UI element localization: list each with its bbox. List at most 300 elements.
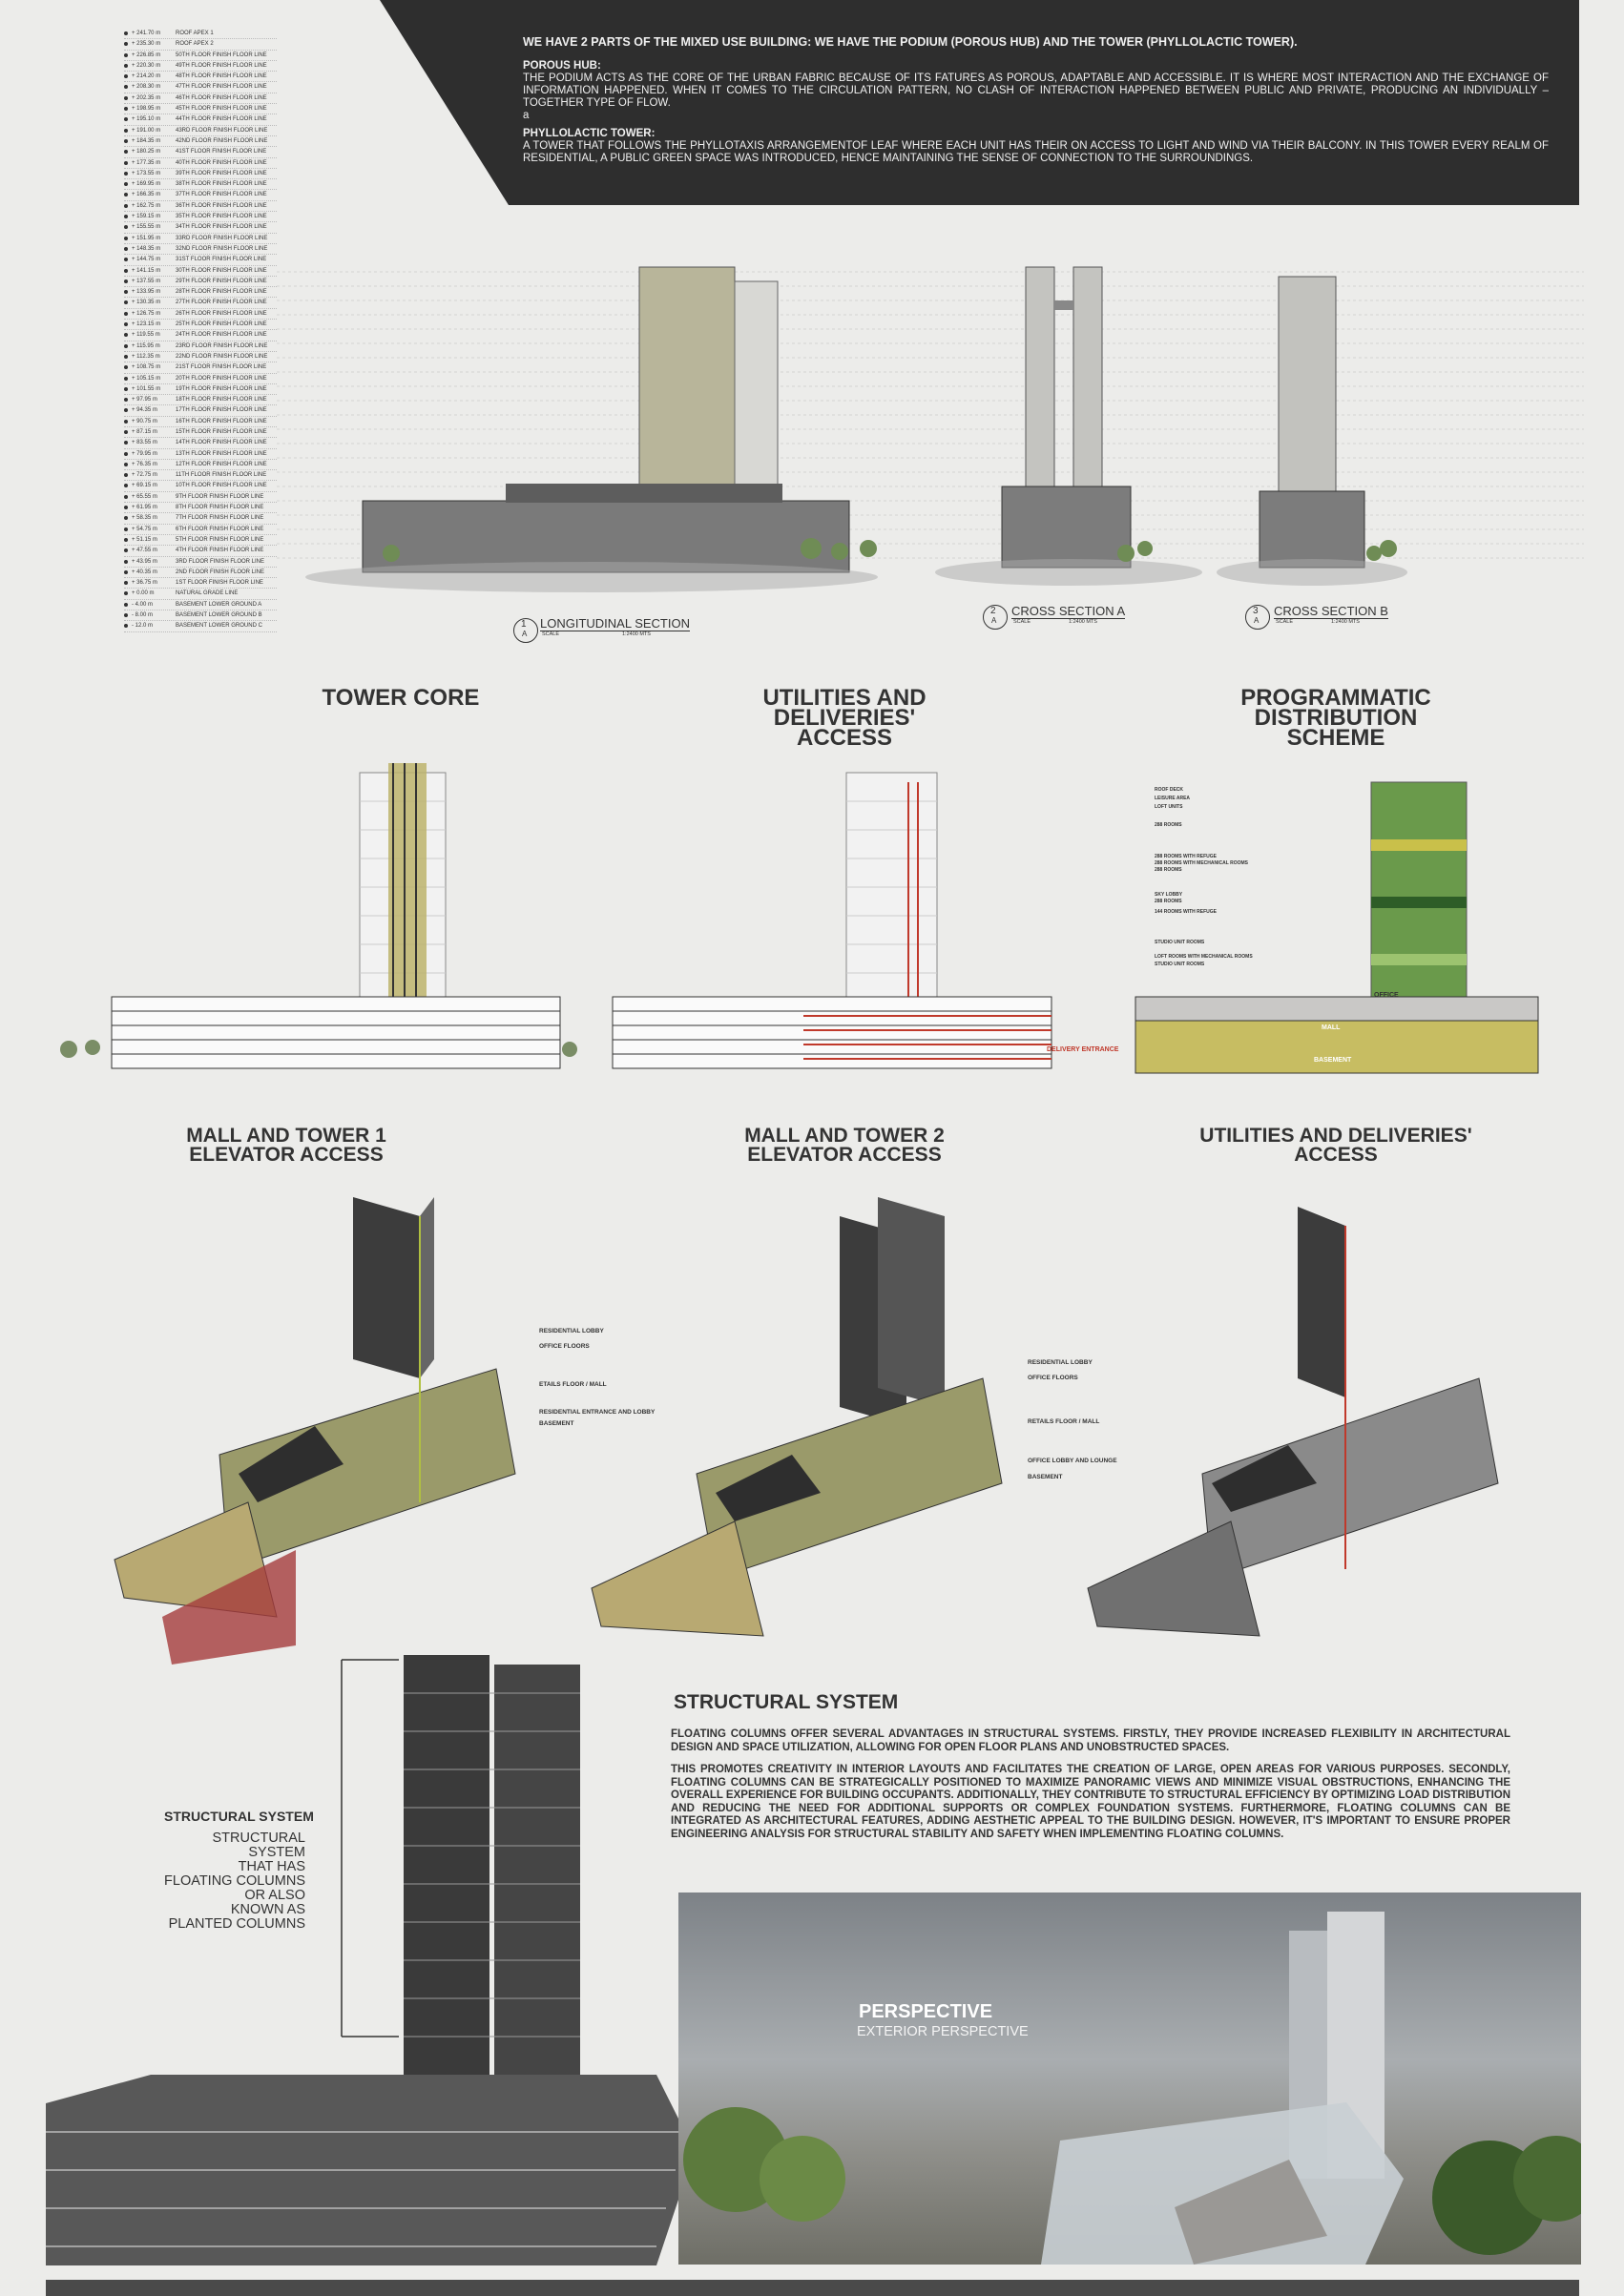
- level-elevation: + 76.35 m: [132, 461, 157, 467]
- level-elevation: + 133.95 m: [132, 289, 161, 296]
- level-dot-icon: [124, 570, 128, 574]
- level-row: [124, 126, 277, 136]
- level-name: 13TH FLOOR FINISH FLOOR LINE: [176, 450, 267, 457]
- level-name: 9TH FLOOR FINISH FLOOR LINE: [176, 493, 264, 500]
- level-dot-icon: [124, 495, 128, 499]
- level-dot-icon: [124, 613, 128, 617]
- section-2-scale-value: 1:2400 MTS: [1069, 619, 1097, 625]
- level-dot-icon: [124, 247, 128, 251]
- level-name: 29TH FLOOR FINISH FLOOR LINE: [176, 278, 267, 284]
- level-dot-icon: [124, 193, 128, 197]
- level-row: [124, 212, 277, 222]
- level-row: [124, 535, 277, 546]
- level-row: [124, 136, 277, 147]
- programmatic-heading-3: SCHEME: [1286, 725, 1385, 751]
- level-dot-icon: [124, 150, 128, 154]
- level-row: [124, 621, 277, 631]
- level-row: [124, 277, 277, 287]
- tower-text: A TOWER THAT FOLLOWS THE PHYLLOTAXIS ARRANGEMENTOF LEAF WHERE EACH UNIT HAS THEIR ON ACCESS TO LIGHT AND WIND VIA THEIR BALCONY. IN THIS TOWER EVERY REALM OF RESIDENTIAL, A PUBLIC GREEN SPACE WAS INTRODUCED, HENCE MAINTAINING THE SENSE OF CONNECTION TO THE SURROUNDINGS.: [523, 140, 1549, 164]
- level-row: [124, 578, 277, 589]
- level-elevation: + 0.00 m: [132, 590, 155, 597]
- level-name: 10TH FLOOR FINISH FLOOR LINE: [176, 483, 267, 489]
- level-row: [124, 114, 277, 125]
- level-name: 37TH FLOOR FINISH FLOOR LINE: [176, 192, 267, 198]
- level-elevation: + 47.55 m: [132, 548, 157, 554]
- level-name: 34TH FLOOR FINISH FLOOR LINE: [176, 224, 267, 231]
- level-elevation: + 144.75 m: [132, 257, 161, 263]
- level-dot-icon: [124, 548, 128, 552]
- level-name: 43RD FLOOR FINISH FLOOR LINE: [176, 127, 268, 134]
- level-name: 42ND FLOOR FINISH FLOOR LINE: [176, 137, 268, 144]
- level-dot-icon: [124, 53, 128, 57]
- prog-label: 288 ROOMS WITH MECHANICAL ROOMS: [1155, 860, 1248, 866]
- level-name: 1ST FLOOR FINISH FLOOR LINE: [176, 580, 263, 587]
- section-3-scale-value: 1:2400 MTS: [1331, 619, 1360, 625]
- level-dot-icon: [124, 300, 128, 304]
- section-2-scale-label: SCALE: [1013, 619, 1031, 625]
- level-dot-icon: [124, 139, 128, 143]
- level-elevation: + 94.35 m: [132, 407, 157, 414]
- section-3-number: 3: [1253, 606, 1259, 616]
- level-name: 7TH FLOOR FINISH FLOOR LINE: [176, 515, 264, 522]
- level-elevation: + 54.75 m: [132, 526, 157, 532]
- level-name: 15TH FLOOR FINISH FLOOR LINE: [176, 428, 267, 435]
- elevator-t2-heading-2: ELEVATOR ACCESS: [747, 1144, 942, 1166]
- section-3-sub: A: [1254, 616, 1260, 625]
- level-row: [124, 82, 277, 93]
- level-dot-icon: [124, 322, 128, 326]
- structural-side-text: [164, 1831, 305, 1932]
- level-row: [124, 427, 277, 438]
- level-name: ROOF APEX 1: [176, 31, 214, 36]
- level-name: 39TH FLOOR FINISH FLOOR LINE: [176, 170, 267, 176]
- level-elevation: + 241.70 m: [132, 31, 161, 36]
- level-row: [124, 234, 277, 244]
- utilities-heading-3: ACCESS: [796, 725, 893, 751]
- prog-label: 144 ROOMS WITH REFUGE: [1155, 909, 1218, 915]
- tower-heading: PHYLLOLACTIC TOWER:: [523, 128, 656, 139]
- level-elevation: - 8.00 m: [132, 612, 154, 619]
- level-dot-icon: [124, 603, 128, 607]
- level-row: [124, 320, 277, 330]
- level-dot-icon: [124, 279, 128, 283]
- level-row: [124, 449, 277, 460]
- level-name: 16TH FLOOR FINISH FLOOR LINE: [176, 418, 267, 424]
- level-name: 46TH FLOOR FINISH FLOOR LINE: [176, 94, 267, 101]
- side-line-2: THAT HAS: [238, 1859, 305, 1874]
- level-name: 12TH FLOOR FINISH FLOOR LINE: [176, 461, 267, 467]
- level-row: [124, 374, 277, 384]
- level-elevation: + 43.95 m: [132, 558, 157, 565]
- intro-lead: WE HAVE 2 PARTS OF THE MIXED USE BUILDING: WE HAVE THE PODIUM (POROUS HUB) AND THE TOWER (PHYLLOLACTIC TOWER).: [523, 35, 1298, 49]
- level-elevation: + 65.55 m: [132, 493, 157, 500]
- level-row: [124, 460, 277, 470]
- stray-char: a: [523, 110, 530, 121]
- level-elevation: + 235.30 m: [132, 41, 161, 48]
- level-elevation: + 169.95 m: [132, 181, 161, 188]
- level-dot-icon: [124, 591, 128, 595]
- level-elevation: + 214.20 m: [132, 73, 161, 80]
- level-elevation: + 119.55 m: [132, 332, 160, 339]
- level-row: [124, 179, 277, 190]
- level-dot-icon: [124, 96, 128, 100]
- prog-label: LEISURE AREA: [1155, 796, 1191, 801]
- perspective-subtitle: EXTERIOR PERSPECTIVE: [857, 2024, 1029, 2039]
- level-row: [124, 298, 277, 308]
- level-elevation: + 130.35 m: [132, 300, 161, 306]
- level-name: 48TH FLOOR FINISH FLOOR LINE: [176, 73, 267, 80]
- level-dot-icon: [124, 377, 128, 381]
- side-line-3: FLOATING COLUMNS: [164, 1873, 305, 1889]
- axo-tower2: [592, 1197, 1002, 1636]
- intro-text-block: [523, 36, 1549, 165]
- level-name: 32ND FLOOR FINISH FLOOR LINE: [176, 245, 268, 252]
- level-elevation: + 202.35 m: [132, 94, 161, 101]
- delivery-entrance-label: DELIVERY ENTRANCE: [1047, 1046, 1119, 1053]
- section-1-sub: A: [522, 630, 528, 638]
- prog-label: SKY LOBBY: [1155, 892, 1183, 898]
- utilities-diagram: [613, 773, 1051, 1068]
- level-row: [124, 568, 277, 578]
- utilities-heading-1: UTILITIES AND: [762, 685, 927, 711]
- level-name: 36TH FLOOR FINISH FLOOR LINE: [176, 202, 267, 209]
- level-elevation: + 40.35 m: [132, 569, 157, 575]
- prog-basement-label: BASEMENT: [1314, 1057, 1352, 1064]
- level-elevation: + 101.55 m: [132, 385, 161, 392]
- level-dot-icon: [124, 129, 128, 133]
- prog-label: 288 ROOMS: [1155, 822, 1182, 828]
- level-dot-icon: [124, 365, 128, 369]
- level-row: [124, 93, 277, 104]
- level-elevation: + 90.75 m: [132, 418, 157, 424]
- level-row: [124, 39, 277, 50]
- perspective-title: PERSPECTIVE: [859, 2001, 993, 2022]
- level-dot-icon: [124, 74, 128, 78]
- prog-label: STUDIO UNIT ROOMS: [1155, 962, 1205, 967]
- level-row: [124, 525, 277, 535]
- level-elevation: + 166.35 m: [132, 192, 161, 198]
- structural-body: [671, 1728, 1510, 1851]
- level-elevation: + 184.35 m: [132, 137, 161, 144]
- level-row: [124, 352, 277, 362]
- level-elevation: + 191.00 m: [132, 127, 161, 134]
- level-elevation: + 87.15 m: [132, 428, 157, 435]
- level-elevation: + 126.75 m: [132, 310, 161, 317]
- utilities-axo-heading-1: UTILITIES AND DELIVERIES': [1199, 1125, 1472, 1147]
- level-row: [124, 610, 277, 621]
- level-elevation: + 137.55 m: [132, 278, 161, 284]
- t1-label-1: OFFICE FLOORS: [539, 1343, 590, 1350]
- level-elevation: + 97.95 m: [132, 397, 157, 403]
- level-name: 40TH FLOOR FINISH FLOOR LINE: [176, 159, 267, 166]
- level-elevation: + 79.95 m: [132, 450, 157, 457]
- level-dot-icon: [124, 463, 128, 466]
- level-elevation: + 69.15 m: [132, 483, 157, 489]
- elevator-t1-heading-1: MALL AND TOWER 1: [186, 1125, 386, 1147]
- level-dot-icon: [124, 473, 128, 477]
- level-name: 31ST FLOOR FINISH FLOOR LINE: [176, 257, 267, 263]
- structural-model-drawing: [46, 1655, 695, 2280]
- level-name: 38TH FLOOR FINISH FLOOR LINE: [176, 181, 267, 188]
- level-elevation: - 4.00 m: [132, 601, 154, 608]
- level-dot-icon: [124, 172, 128, 176]
- level-name: 25TH FLOOR FINISH FLOOR LINE: [176, 321, 267, 328]
- level-dot-icon: [124, 420, 128, 424]
- elevator-t2-heading-1: MALL AND TOWER 2: [744, 1125, 945, 1147]
- tower-core-diagram: [60, 763, 577, 1068]
- level-elevation: + 105.15 m: [132, 375, 161, 382]
- level-elevation: + 208.30 m: [132, 84, 161, 91]
- level-elevation: + 220.30 m: [132, 62, 161, 69]
- level-name: 23RD FLOOR FINISH FLOOR LINE: [176, 342, 268, 349]
- level-name: 41ST FLOOR FINISH FLOOR LINE: [176, 149, 267, 155]
- level-elevation: - 12.0 m: [132, 623, 154, 630]
- level-elevation: + 162.75 m: [132, 202, 161, 209]
- row2-axonometric-diagrams: [105, 1188, 1517, 1665]
- building-sections-drawing: [277, 262, 1584, 644]
- t2-label-2: RETAILS FLOOR / MALL: [1028, 1418, 1100, 1425]
- level-name: BASEMENT LOWER GROUND A: [176, 601, 262, 608]
- level-row: [124, 384, 277, 395]
- level-row: [124, 201, 277, 212]
- level-row: [124, 546, 277, 556]
- utilities-axo-heading-2: ACCESS: [1294, 1144, 1378, 1166]
- level-row: [124, 158, 277, 169]
- level-name: 45TH FLOOR FINISH FLOOR LINE: [176, 106, 267, 113]
- section-1-scale-label: SCALE: [542, 631, 560, 637]
- level-row: [124, 470, 277, 481]
- prog-label: STUDIO UNIT ROOMS: [1155, 940, 1205, 945]
- level-elevation: + 180.25 m: [132, 149, 161, 155]
- section-1-title: LONGITUDINAL SECTION: [540, 616, 690, 631]
- level-name: 19TH FLOOR FINISH FLOOR LINE: [176, 385, 267, 392]
- prog-mall-label: MALL: [1322, 1024, 1341, 1031]
- level-dot-icon: [124, 506, 128, 509]
- level-row: [124, 72, 277, 82]
- level-name: 26TH FLOOR FINISH FLOOR LINE: [176, 310, 267, 317]
- prog-label: 288 ROOMS: [1155, 899, 1182, 904]
- level-row: [124, 600, 277, 610]
- level-row: [124, 147, 277, 157]
- prog-label: 288 ROOMS WITH REFUGE: [1155, 854, 1218, 859]
- level-dot-icon: [124, 516, 128, 520]
- level-row: [124, 492, 277, 503]
- level-elevation: + 123.15 m: [132, 321, 161, 328]
- level-elevation: + 151.95 m: [132, 235, 161, 241]
- row1-diagrams: [50, 763, 1586, 1078]
- level-row: [124, 438, 277, 448]
- level-dot-icon: [124, 64, 128, 68]
- level-dot-icon: [124, 398, 128, 402]
- level-elevation: + 61.95 m: [132, 505, 157, 511]
- level-name: BASEMENT LOWER GROUND C: [176, 623, 262, 630]
- level-row: [124, 244, 277, 255]
- level-elevation: + 198.95 m: [132, 106, 161, 113]
- level-row: [124, 222, 277, 233]
- level-row: [124, 51, 277, 61]
- level-elevation: + 58.35 m: [132, 515, 157, 522]
- level-name: 24TH FLOOR FINISH FLOOR LINE: [176, 332, 267, 339]
- level-name: 14TH FLOOR FINISH FLOOR LINE: [176, 440, 267, 446]
- programmatic-heading-2: DISTRIBUTION: [1254, 705, 1418, 731]
- level-row: [124, 266, 277, 277]
- level-name: 22ND FLOOR FINISH FLOOR LINE: [176, 353, 268, 360]
- side-line-6: PLANTED COLUMNS: [168, 1916, 305, 1932]
- level-name: BASEMENT LOWER GROUND B: [176, 612, 262, 619]
- side-line-5: KNOWN AS: [230, 1902, 305, 1917]
- level-elevation: + 226.85 m: [132, 52, 161, 58]
- t2-label-1: OFFICE FLOORS: [1028, 1375, 1078, 1381]
- prog-label: 288 ROOMS: [1155, 867, 1182, 873]
- level-dot-icon: [124, 538, 128, 542]
- level-name: 27TH FLOOR FINISH FLOOR LINE: [176, 300, 267, 306]
- level-elevation: + 155.55 m: [132, 224, 161, 231]
- level-name: 20TH FLOOR FINISH FLOOR LINE: [176, 375, 267, 382]
- level-row: [124, 29, 277, 39]
- level-name: 49TH FLOOR FINISH FLOOR LINE: [176, 62, 267, 69]
- tower-core-heading: TOWER CORE: [322, 685, 480, 711]
- level-name: 4TH FLOOR FINISH FLOOR LINE: [176, 548, 264, 554]
- level-row: [124, 169, 277, 179]
- level-dot-icon: [124, 161, 128, 165]
- level-elevation: + 112.35 m: [132, 353, 160, 360]
- level-row: [124, 503, 277, 513]
- t1-label-2: ETAILS FLOOR / MALL: [539, 1381, 607, 1388]
- prog-label: ROOF DECK: [1155, 787, 1183, 793]
- level-dot-icon: [124, 581, 128, 585]
- level-row: [124, 287, 277, 298]
- level-elevation: + 148.35 m: [132, 245, 161, 252]
- level-row: [124, 190, 277, 200]
- level-elevation: + 108.75 m: [132, 364, 161, 371]
- prog-office-label: OFFICE: [1374, 992, 1399, 999]
- level-row: [124, 61, 277, 72]
- level-dot-icon: [124, 85, 128, 89]
- bottom-bar: [46, 2280, 1579, 2296]
- prog-label: LOFT UNITS: [1155, 804, 1183, 810]
- level-row: [124, 405, 277, 416]
- level-elevation: + 36.75 m: [132, 580, 157, 587]
- t1-label-4: BASEMENT: [539, 1420, 574, 1427]
- level-name: 30TH FLOOR FINISH FLOOR LINE: [176, 267, 267, 274]
- prog-label: LOFT ROOMS WITH MECHANICAL ROOMS: [1155, 954, 1253, 960]
- t2-label-4: BASEMENT: [1028, 1474, 1063, 1480]
- side-line-4: OR ALSO: [244, 1888, 305, 1903]
- structural-side-title: STRUCTURAL SYSTEM: [164, 1809, 314, 1824]
- level-dot-icon: [124, 31, 128, 35]
- level-elevation: + 141.15 m: [132, 267, 161, 274]
- level-dot-icon: [124, 182, 128, 186]
- level-name: 11TH FLOOR FINISH FLOOR LINE: [176, 472, 267, 479]
- level-row: [124, 395, 277, 405]
- longitudinal-section-graphic: [305, 267, 878, 592]
- section-2-number: 2: [990, 606, 996, 616]
- level-row: [124, 309, 277, 320]
- exterior-perspective-render: [678, 1893, 1581, 2265]
- level-dot-icon: [124, 333, 128, 337]
- level-name: 6TH FLOOR FINISH FLOOR LINE: [176, 526, 264, 532]
- level-dot-icon: [124, 290, 128, 294]
- level-dot-icon: [124, 624, 128, 628]
- elevator-t1-heading-2: ELEVATOR ACCESS: [189, 1144, 384, 1166]
- t2-label-3: OFFICE LOBBY AND LOUNGE: [1028, 1458, 1117, 1464]
- level-dot-icon: [124, 215, 128, 218]
- t1-label-0: RESIDENTIAL LOBBY: [539, 1328, 604, 1334]
- level-elevation: + 83.55 m: [132, 440, 157, 446]
- utilities-heading-2: DELIVERIES': [773, 705, 916, 731]
- level-dot-icon: [124, 117, 128, 121]
- level-elevation: + 159.15 m: [132, 214, 161, 220]
- level-elevation: + 115.95 m: [132, 342, 160, 349]
- level-dot-icon: [124, 258, 128, 261]
- programmatic-heading-1: PROGRAMMATIC: [1240, 685, 1431, 711]
- level-name: 17TH FLOOR FINISH FLOOR LINE: [176, 407, 267, 414]
- level-elevation: + 195.10 m: [132, 116, 161, 123]
- level-elevation: + 51.15 m: [132, 536, 157, 543]
- level-row: [124, 362, 277, 373]
- level-row: [124, 341, 277, 352]
- section-2-title: CROSS SECTION A: [1011, 604, 1126, 618]
- t2-label-0: RESIDENTIAL LOBBY: [1028, 1359, 1093, 1366]
- level-dot-icon: [124, 312, 128, 316]
- porous-text: THE PODIUM ACTS AS THE CORE OF THE URBAN FABRIC BECAUSE OF ITS FATURES AS POROUS, ADAPTABLE AND ACCESSIBLE. IT IS WHERE MOST INTERACTION AND THE EXCHANGE OF INFORMATION HAPPENED. WHEN IT COMES TO THE CIRCULATION PATTERN, NO CLASH OF INTERACTION HAPPENED BETWEEN PUBLIC AND PRIVATE, PRODUCING AN INDIVIDUALLY – TOGETHER TYPE OF FLOW.: [523, 72, 1549, 109]
- level-row: [124, 330, 277, 341]
- level-row: [124, 255, 277, 265]
- level-dot-icon: [124, 441, 128, 445]
- level-name: 47TH FLOOR FINISH FLOOR LINE: [176, 84, 267, 91]
- porous-heading: POROUS HUB:: [523, 60, 601, 72]
- level-row: [124, 481, 277, 491]
- level-dot-icon: [124, 560, 128, 564]
- level-name: 50TH FLOOR FINISH FLOOR LINE: [176, 52, 267, 58]
- level-dot-icon: [124, 107, 128, 111]
- side-line-1: STRUCTURAL SYSTEM: [212, 1831, 305, 1860]
- axo-tower1: [115, 1197, 515, 1665]
- level-dot-icon: [124, 527, 128, 531]
- level-elevation: + 177.35 m: [132, 159, 161, 166]
- level-name: 3RD FLOOR FINISH FLOOR LINE: [176, 558, 265, 565]
- level-dot-icon: [124, 225, 128, 229]
- level-row: [124, 557, 277, 568]
- section-3-scale-label: SCALE: [1276, 619, 1294, 625]
- level-row: [124, 589, 277, 599]
- level-dot-icon: [124, 452, 128, 456]
- level-dot-icon: [124, 269, 128, 273]
- level-row: [124, 513, 277, 524]
- level-name: ROOF APEX 2: [176, 41, 214, 48]
- level-name: 8TH FLOOR FINISH FLOOR LINE: [176, 505, 264, 511]
- level-name: 44TH FLOOR FINISH FLOOR LINE: [176, 116, 267, 123]
- level-legend: [124, 29, 277, 632]
- level-dot-icon: [124, 237, 128, 240]
- level-name: 2ND FLOOR FINISH FLOOR LINE: [176, 569, 265, 575]
- axo-utilities: [1088, 1207, 1498, 1636]
- level-name: 5TH FLOOR FINISH FLOOR LINE: [176, 536, 264, 543]
- structural-title: STRUCTURAL SYSTEM: [674, 1691, 899, 1713]
- level-name: 18TH FLOOR FINISH FLOOR LINE: [176, 397, 267, 403]
- level-name: 21ST FLOOR FINISH FLOOR LINE: [176, 364, 267, 371]
- level-dot-icon: [124, 42, 128, 46]
- level-name: 33RD FLOOR FINISH FLOOR LINE: [176, 235, 268, 241]
- level-elevation: + 173.55 m: [132, 170, 161, 176]
- section-1-scale-value: 1:2400 MTS: [622, 631, 651, 637]
- level-dot-icon: [124, 430, 128, 434]
- level-dot-icon: [124, 484, 128, 487]
- level-name: NATURAL GRADE LINE: [176, 590, 239, 597]
- cross-section-b-graphic: [1217, 277, 1407, 586]
- structural-paragraph-1: FLOATING COLUMNS OFFER SEVERAL ADVANTAGES IN STRUCTURAL SYSTEMS. FIRSTLY, THEY PROVIDE INCREASED FLEXIBILITY IN ARCHITECTURAL DESIGN AND SPACE UTILIZATION, ALLOWING FOR OPEN FLOOR PLANS AND UNOBSTRUCTED SPACES.: [671, 1728, 1510, 1753]
- level-dot-icon: [124, 408, 128, 412]
